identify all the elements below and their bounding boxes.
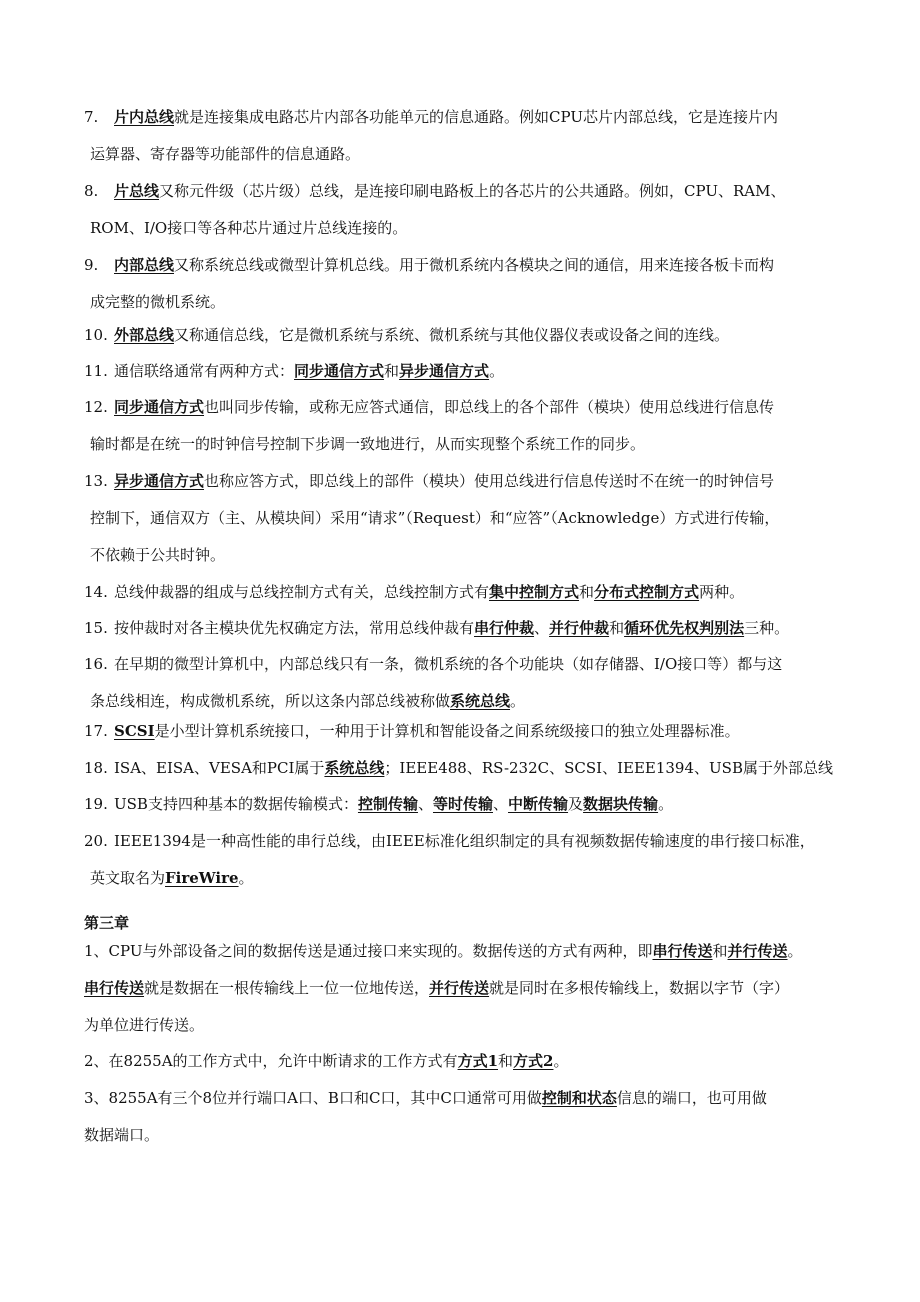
text-line	[84, 1043, 844, 1080]
list-item	[84, 463, 844, 574]
keyword-term: 串行传送	[652, 942, 713, 960]
text-line	[84, 1080, 844, 1117]
keyword-term: 外部总线	[114, 326, 175, 344]
text-line	[84, 463, 844, 500]
body-text: 就是同时在多根传输线上，数据以字节（字）	[489, 979, 790, 997]
text-line	[84, 750, 844, 787]
body-text: 和	[384, 362, 400, 380]
body-text: 输时都是在统一的时钟信号控制下步调一致地进行，从而实现整个系统工作的同步。	[90, 435, 646, 453]
item-number: 12.	[84, 398, 108, 416]
item-number: 17.	[84, 722, 108, 740]
text-line	[84, 860, 844, 897]
keyword-term: 同步通信方式	[114, 398, 205, 416]
keyword-term: 集中控制方式	[489, 583, 580, 601]
chapter-paragraph	[84, 1043, 844, 1080]
text-line	[84, 99, 844, 136]
body-text: 总线仲裁器的组成与总线控制方式有关，总线控制方式有	[114, 583, 490, 601]
text-line	[84, 823, 844, 860]
body-text: 为单位进行传送。	[84, 1016, 205, 1034]
list-item	[84, 713, 844, 750]
item-number: 20.	[84, 832, 108, 850]
keyword-term: 数据块传输	[583, 795, 659, 813]
keyword-term: 串行仲裁	[474, 619, 535, 637]
text-line	[84, 247, 844, 284]
text-line	[84, 786, 844, 823]
body-text: 和	[712, 942, 728, 960]
keyword-term: 异步通信方式	[114, 472, 205, 490]
item-number: 13.	[84, 472, 108, 490]
text-line	[84, 933, 844, 970]
body-text: 也称应答方式，即总线上的部件（模块）使用总线进行信息传送时不在统一的时钟信号	[204, 472, 775, 490]
list-item	[84, 786, 844, 823]
body-text: ISA、EISA、VESA和PCI属于	[114, 759, 325, 777]
text-line	[84, 284, 844, 321]
body-text: 。	[658, 795, 674, 813]
list-item	[84, 353, 844, 390]
keyword-term: 并行传送	[429, 979, 490, 997]
body-text: 信息的端口，也可用做	[616, 1089, 767, 1107]
text-line	[84, 173, 844, 210]
keyword-term: 异步通信方式	[399, 362, 490, 380]
body-text: 。	[238, 869, 254, 887]
chapter-paragraph	[84, 1080, 844, 1154]
text-line	[84, 970, 844, 1007]
keyword-term: 片内总线	[114, 108, 175, 126]
body-text: 3、8255A有三个8位并行端口A口、B口和C口，其中C口通常可用做	[84, 1089, 542, 1107]
body-text: 数据端口。	[84, 1126, 160, 1144]
list-item	[84, 750, 844, 787]
item-number: 8.	[84, 182, 99, 200]
list-item	[84, 247, 844, 321]
body-text: 和	[498, 1052, 514, 1070]
body-text: 英文取名为	[90, 869, 166, 887]
list-item	[84, 574, 844, 611]
keyword-term: 并行传送	[727, 942, 788, 960]
body-text: 三种。	[744, 619, 790, 637]
list-item	[84, 317, 844, 354]
body-text: 就是数据在一根传输线上一位一位地传送，	[144, 979, 430, 997]
keyword-term: 片总线	[114, 182, 160, 200]
keyword-term: 中断传输	[508, 795, 569, 813]
text-line	[84, 574, 844, 611]
body-text: 在早期的微型计算机中，内部总线只有一条，微机系统的各个功能块（如存储器、I/O接口等）都与这	[114, 655, 783, 673]
list-item	[84, 610, 844, 647]
keyword-term: 方式2	[513, 1052, 554, 1070]
text-line	[84, 537, 844, 574]
text-line	[84, 1117, 844, 1154]
item-number: 16.	[84, 655, 108, 673]
body-text: USB支持四种基本的数据传输模式：	[114, 795, 358, 813]
text-line	[84, 426, 844, 463]
item-number: 15.	[84, 619, 108, 637]
text-line	[84, 353, 844, 390]
body-text: 条总线相连，构成微机系统，所以这条内部总线被称做	[90, 692, 451, 710]
body-text: ；IEEE488、RS-232C、SCSI、IEEE1394、USB属于外部总线	[384, 759, 833, 777]
text-line	[84, 646, 844, 683]
item-number: 7.	[84, 108, 99, 126]
body-text: 控制下，通信双方（主、从模块间）采用“请求”（Request）和“应答”（Acknowledge）方式进行传输，	[90, 509, 780, 527]
body-text: 和	[579, 583, 595, 601]
body-text: 又称元件级（芯片级）总线，是连接印刷电路板上的各芯片的公共通路。例如，CPU、RAM、	[159, 182, 786, 200]
item-number: 10.	[84, 326, 108, 344]
list-item	[84, 99, 844, 173]
body-text: 、	[493, 795, 509, 813]
body-text: ROM、I/O接口等各种芯片通过片总线连接的。	[90, 219, 408, 237]
body-text: 通信联络通常有两种方式：	[114, 362, 295, 380]
body-text: 不依赖于公共时钟。	[90, 546, 226, 564]
keyword-term: 系统总线	[450, 692, 511, 710]
text-line	[84, 317, 844, 354]
keyword-term: 循环优先权判别法	[624, 619, 745, 637]
body-text: 又称通信总线，它是微机系统与系统、微机系统与其他仪器仪表或设备之间的连线。	[174, 326, 730, 344]
body-text: 及	[568, 795, 584, 813]
body-text: 按仲裁时对各主模块优先权确定方法，常用总线仲裁有	[114, 619, 475, 637]
body-text: 也叫同步传输，或称无应答式通信，即总线上的各个部件（模块）使用总线进行信息传	[204, 398, 775, 416]
item-number: 19.	[84, 795, 108, 813]
text-line	[84, 389, 844, 426]
keyword-term: FireWire	[165, 869, 239, 887]
body-text: 成完整的微机系统。	[90, 293, 226, 311]
text-line	[84, 210, 844, 247]
keyword-term: 串行传送	[84, 979, 145, 997]
keyword-term: 同步通信方式	[294, 362, 385, 380]
body-text: 就是连接集成电路芯片内部各功能单元的信息通路。例如CPU芯片内部总线，它是连接片内	[174, 108, 778, 126]
body-text: 运算器、寄存器等功能部件的信息通路。	[90, 145, 361, 163]
keyword-term: 系统总线	[324, 759, 385, 777]
body-text: 。	[510, 692, 526, 710]
text-line	[84, 136, 844, 173]
body-text: 1、CPU与外部设备之间的数据传送是通过接口来实现的。数据传送的方式有两种，即	[84, 942, 653, 960]
keyword-term: 并行仲裁	[549, 619, 610, 637]
body-text: 、	[417, 795, 433, 813]
chapter-heading: 第三章	[84, 914, 130, 932]
item-number: 11.	[84, 362, 108, 380]
body-text: 2、在8255A的工作方式中，允许中断请求的工作方式有	[84, 1052, 458, 1070]
body-text: 两种。	[699, 583, 745, 601]
item-number: 14.	[84, 583, 108, 601]
keyword-term: 内部总线	[114, 256, 175, 274]
body-text: IEEE1394是一种高性能的串行总线，由IEEE标准化组织制定的具有视频数据传输速度的串行接口标准，	[114, 832, 815, 850]
chapter-paragraph	[84, 933, 844, 1044]
body-text: 。	[787, 942, 803, 960]
list-item	[84, 823, 844, 897]
body-text: 是小型计算机系统接口，一种用于计算机和智能设备之间系统级接口的独立处理器标准。	[154, 722, 740, 740]
text-line	[84, 713, 844, 750]
body-text: 又称系统总线或微型计算机总线。用于微机系统内各模块之间的通信，用来连接各板卡而构	[174, 256, 775, 274]
keyword-term: 控制和状态	[541, 1089, 617, 1107]
keyword-term: 等时传输	[432, 795, 493, 813]
keyword-term: SCSI	[114, 722, 155, 740]
text-line	[84, 1007, 844, 1044]
text-line	[84, 500, 844, 537]
keyword-term: 方式1	[457, 1052, 498, 1070]
body-text: 和	[609, 619, 625, 637]
body-text: 、	[534, 619, 550, 637]
item-number: 9.	[84, 256, 99, 274]
list-item	[84, 389, 844, 463]
body-text: 。	[553, 1052, 569, 1070]
body-text: 。	[489, 362, 505, 380]
text-line	[84, 610, 844, 647]
keyword-term: 控制传输	[357, 795, 418, 813]
keyword-term: 分布式控制方式	[594, 583, 700, 601]
list-item	[84, 646, 844, 720]
item-number: 18.	[84, 759, 108, 777]
list-item	[84, 173, 844, 247]
